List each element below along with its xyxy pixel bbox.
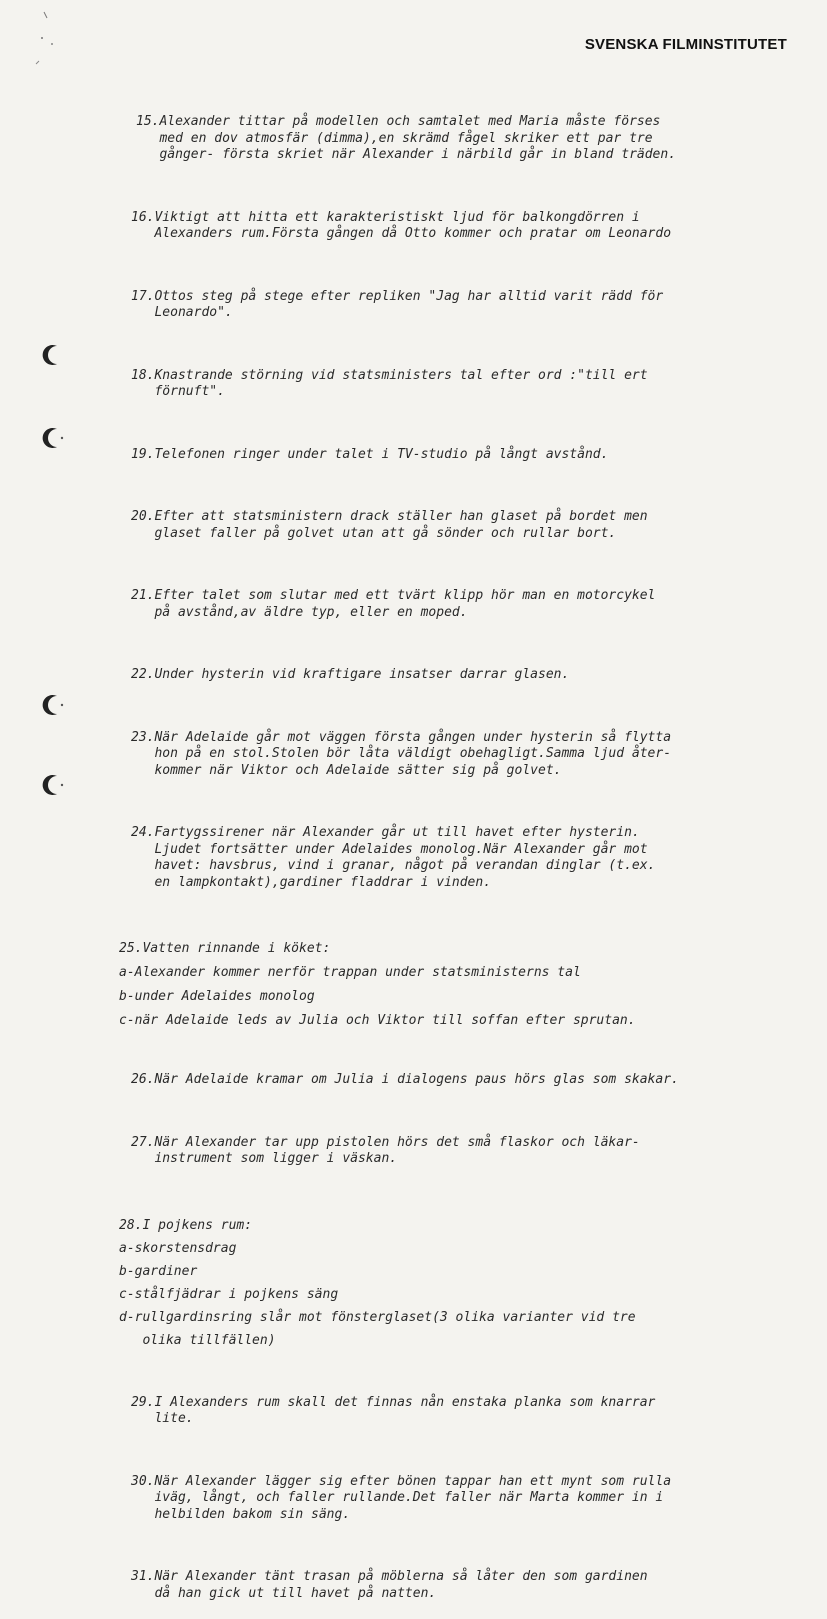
note-31: 31.När Alexander tänt trasan på möblerna så låter den som gardinen då han gick ut till havet på natten. (131, 1569, 648, 1601)
note-19: 19.Telefonen ringer under talet i TV-studio på långt avstånd. (131, 446, 609, 462)
note-17: 17.Ottos steg på stege efter repliken "Jag har alltid varit rädd för Leonardo". (131, 288, 664, 320)
note-24: 24.Fartygssirener när Alexander går ut till havet efter hysterin. Ljudet fortsätter under Adelaides monolog.När Alexander går mot havet: havsbrus, vind i granar, något på verandan dinglar (t.ex. en lampkontakt),gardiner fladdrar i vinden. (131, 825, 656, 890)
note-18: 18.Knastrande störning vid statsministers tal efter ord :"till ert förnuft". (131, 367, 648, 399)
note-29: 29.I Alexanders rum skall det finnas nån enstaka planka som knarrar lite. (131, 1394, 656, 1426)
punch-hole (38, 690, 68, 720)
note-23: 23.När Adelaide går mot väggen första gången under hysterin så flytta hon på en stol.Stolen bör låta väldigt obehagligt.Samma ljud åter- kommer när Viktor och Adelaide sätter sig på golvet. (131, 729, 672, 778)
note-28: 28.I pojkens rum: a-skorstensdrag b-gardiner c-stålfjädrar i pojkens säng d-rullgardinsring slår mot fönsterglaset(3 olika varianter vid tre olika tillfällen) (119, 1217, 636, 1348)
typed-sound-notes (119, 81, 821, 1619)
note-21: 21.Efter talet som slutar med ett tvärt klipp hör man en motorcykel på avstånd,av äldre typ, eller en moped. (131, 588, 656, 620)
punch-hole (38, 340, 68, 370)
punch-hole (38, 423, 68, 453)
note-30: 30.När Alexander lägger sig efter bönen tappar han ett mynt som rulla iväg, långt, och faller rullande.Det faller när Marta kommer in i helbilden bakom sin säng. (131, 1473, 672, 1522)
note-16: 16.Viktigt att hitta ett karakteristiskt ljud för balkongdörren i Alexanders rum.Första gången då Otto kommer och pratar om Leonardo (131, 209, 672, 241)
note-15: 15.Alexander tittar på modellen och samtalet med Maria måste förses med en dov atmosfär (dimma),en skrämd fågel skriker ett par tre gånger- första skriet när Alexander i närbild går in bland träden. (136, 114, 677, 162)
note-20: 20.Efter att statsministern drack ställer han glaset på bordet men glaset faller på golvet utan att gå sönder och rullar bort. (131, 509, 648, 541)
note-26: 26.När Adelaide kramar om Julia i dialogens paus hörs glas som skakar. (131, 1072, 679, 1087)
page-header: SVENSKA FILMINSTITUTET (584, 36, 787, 53)
note-22: 22.Under hysterin vid kraftigare insatser darrar glasen. (131, 667, 570, 682)
note-27: 27.När Alexander tar upp pistolen hörs det små flaskor och läkar- instrument som ligger i väskan. (131, 1134, 640, 1166)
stray-marks (30, 8, 90, 68)
note-25: 25.Vatten rinnande i köket: a-Alexander kommer nerför trappan under statsministerns tal b-under Adelaides monolog c-när Adelaide leds av Julia och Viktor till soffan efter sprutan. (119, 941, 636, 1028)
punch-hole (38, 770, 68, 800)
